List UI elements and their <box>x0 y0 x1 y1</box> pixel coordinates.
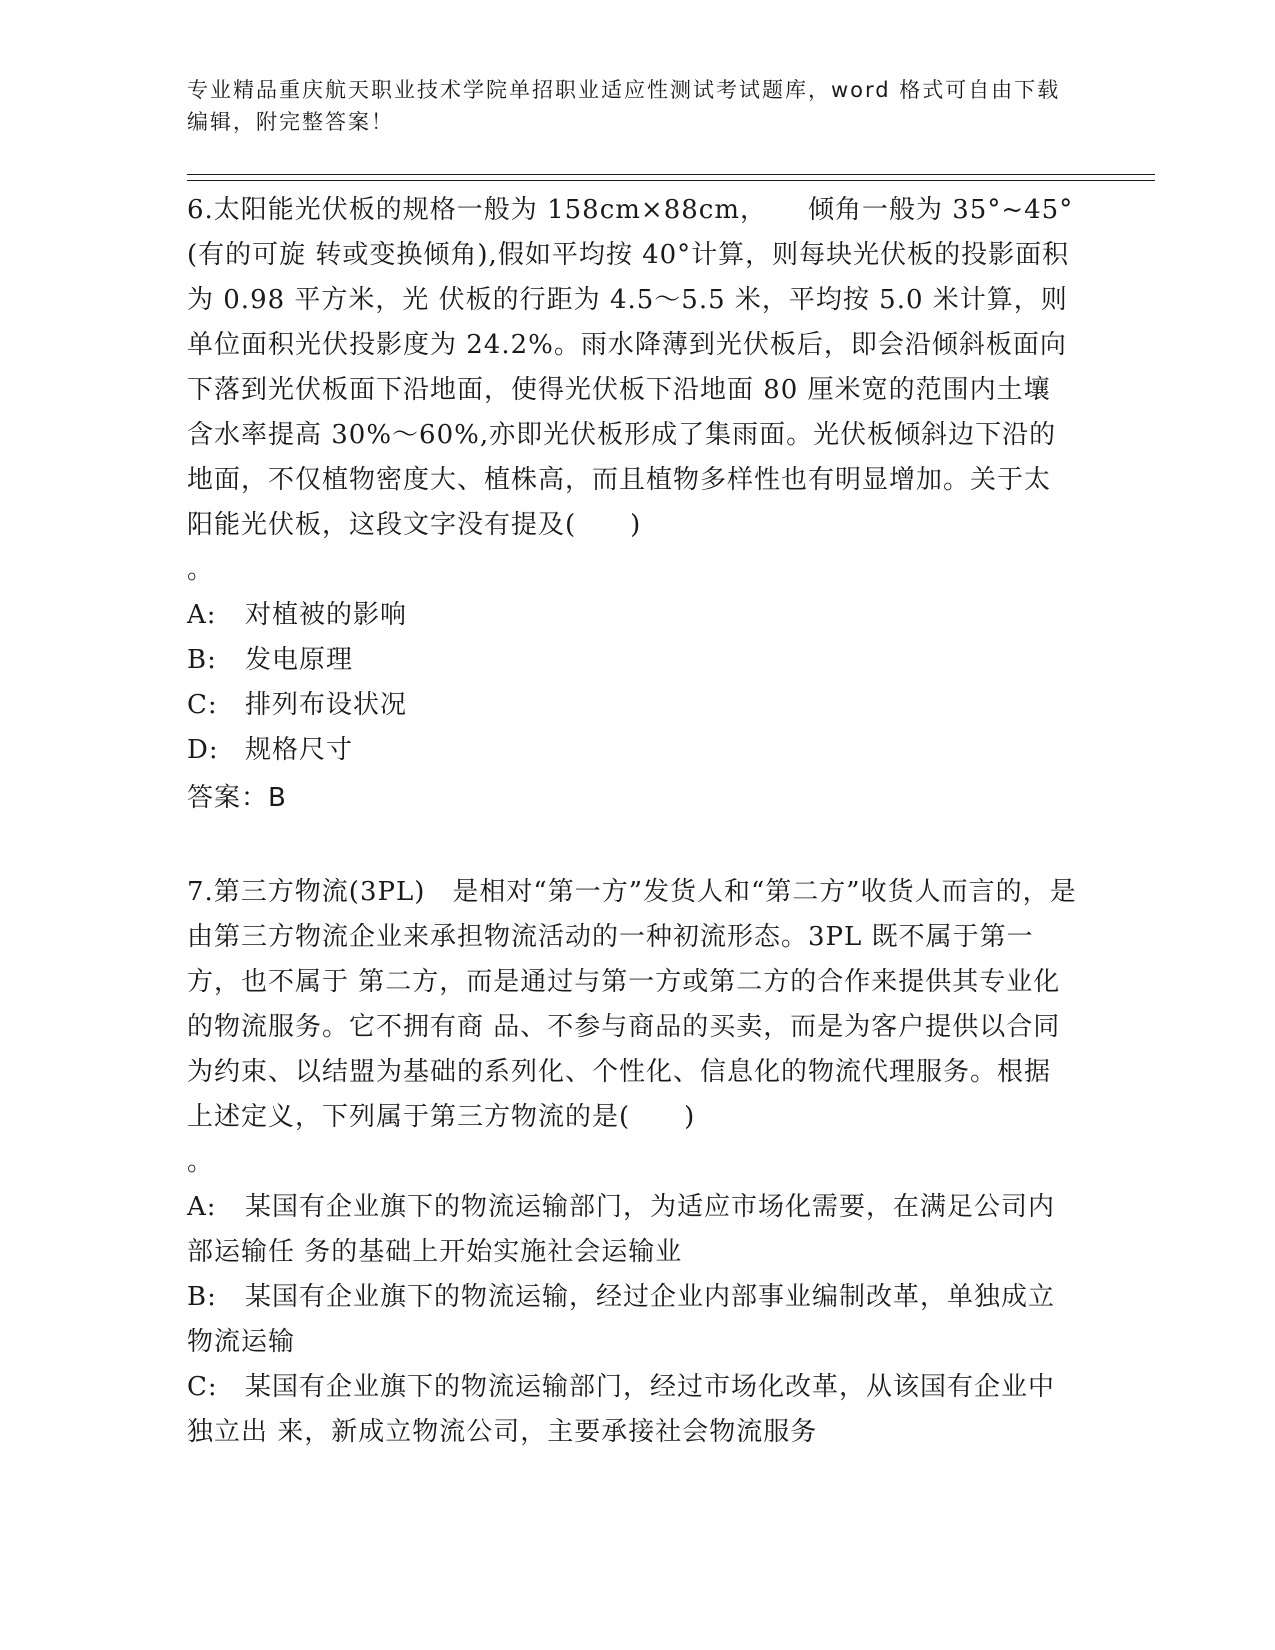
option-text: 某国有企业旗下的物流运输部门，为适应市场化需要，在满足公司内部运输任 务的基础上开始实施社会运输业 <box>187 1192 1056 1267</box>
option-c <box>187 1365 1077 1455</box>
option-letter: D: <box>187 735 219 765</box>
option-b <box>187 1275 1077 1365</box>
option-letter: B: <box>187 1282 217 1312</box>
option-letter: C: <box>187 690 218 720</box>
option-letter: A: <box>187 1192 217 1222</box>
option-a <box>187 1185 1077 1275</box>
question-stem-end: 。 <box>187 555 215 585</box>
question-stem: 7.第三方物流(3PL) 是相对“第一方”发货人和“第二方”收货人而言的，是 由第三方物流企业来承担物流活动的一种初流形态。3PL 既不属于第一方，也不属于 第二方，而是通过与第一方或第二方的合作来提供其专业化的物流服务。它不拥有商 品、不参与商品的买卖，而是为客户提供以合同为约束、以结盟为基础的系列化、个性化、信息化的物流代理服务。根据上述定义，下列属于第三方物流的是( ) <box>187 877 1077 1132</box>
header-divider-secondary <box>187 180 1155 181</box>
answer-line: 答案：B <box>187 783 287 813</box>
question-7 <box>187 870 1077 1455</box>
question-6 <box>187 188 1077 823</box>
option-d <box>187 728 1077 773</box>
option-letter: C: <box>187 1372 218 1402</box>
option-a <box>187 593 1077 638</box>
option-letter: A: <box>187 600 217 630</box>
option-letter: B: <box>187 645 217 675</box>
header-divider <box>187 174 1155 175</box>
option-text: 排列布设状况 <box>245 690 408 720</box>
page-header: 专业精品重庆航天职业技术学院单招职业适应性测试考试题库，word 格式可自由下载编辑，附完整答案！ <box>187 78 1061 134</box>
option-text: 规格尺寸 <box>245 735 354 765</box>
option-b <box>187 638 1077 683</box>
question-stem-end: 。 <box>187 1147 215 1177</box>
option-c <box>187 683 1077 728</box>
option-text: 发电原理 <box>245 645 354 675</box>
question-stem: 6.太阳能光伏板的规格一般为 158cm×88cm， 倾角一般为 35°~45°(有的可旋 转或变换倾角),假如平均按 40°计算，则每块光伏板的投影面积为 0.98 平方米，光 伏板的行距为 4.5～5.5 米，平均按 5.0 米计算，则单位面积光伏投影度为 24.2%。雨水降薄到光伏板后，即会沿倾斜板面向下落到光伏板面下沿地面，使得光伏板下沿地面 80 厘米宽的范围内土壤含水率提高 30%～60%,亦即光伏板形成了集雨面。光伏板倾斜边下沿的地面，不仅植物密度大、植株高，而且植物多样性也有明显增加。关于太阳能光伏板，这段文字没有提及( ) <box>187 195 1074 540</box>
option-text: 对植被的影响 <box>245 600 408 630</box>
option-text: 某国有企业旗下的物流运输，经过企业内部事业编制改革，单独成立物流运输 <box>187 1282 1056 1357</box>
option-text: 某国有企业旗下的物流运输部门，经过市场化改革，从该国有企业中独立出 来，新成立物流公司，主要承接社会物流服务 <box>187 1372 1056 1447</box>
